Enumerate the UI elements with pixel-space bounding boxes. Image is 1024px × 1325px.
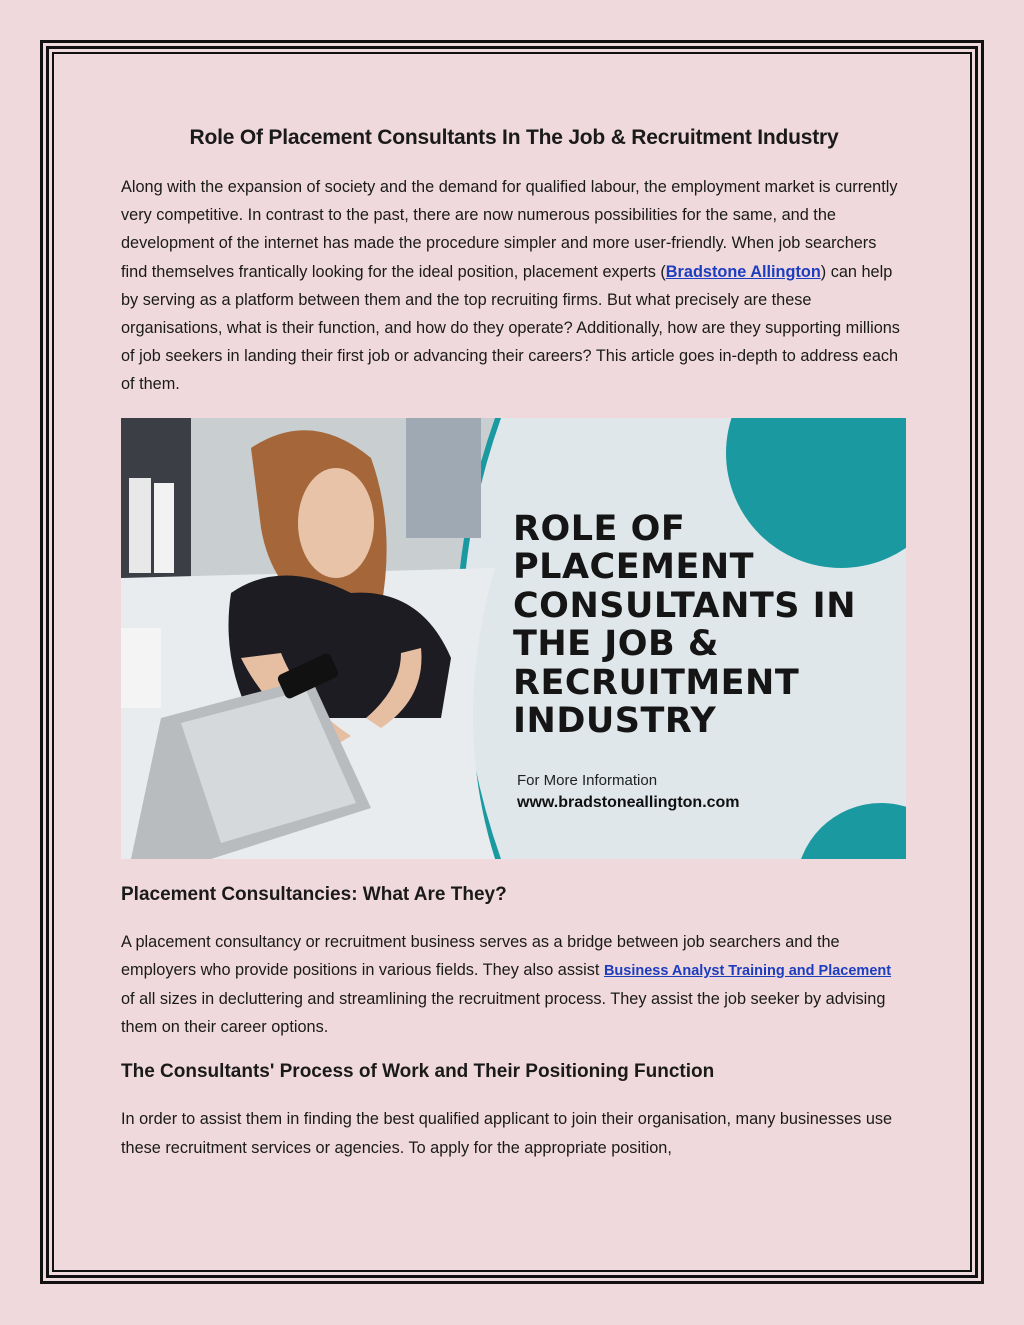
document-title: Role Of Placement Consultants In The Job & Recruitment Industry [189,126,839,149]
section2-paragraph: In order to assist them in finding the best qualified applicant to join their organisation, many businesses use these recruitment services or agencies. To apply for the appropriate position, [121,1110,893,1157]
hero-more-info: For More Information [517,771,658,789]
business-analyst-training-link[interactable]: Business Analyst Training and Placement [603,962,892,979]
hero-website-url: www.bradstoneallington.com [517,793,740,811]
section1-text-before: A placement consultancy or recruitment business serves as a bridge between job searchers and the employers who provide positions in various fields. They also assist [121,932,840,979]
hero-headline: ROLE OF PLACEMENT CONSULTANTS IN THE JOB & RECRUITMENT INDUSTRY [513,508,856,742]
section1-text-after: of all sizes in decluttering and streamlining the recruitment process. They assist the job seeker by advising them on their career options. [121,990,886,1037]
intro-text-after: ) can help by serving as a platform between them and the top recruiting firms. But what precisely are these organisations, what is their function, and how do they operate? Additionally, how are they supporting millions of job seekers in landing their first job or advancing their careers? This article goes in-depth to address each of them. [121,262,900,394]
intro-paragraph [121,173,907,399]
section-heading-consultants-process: The Consultants' Process of Work and Their Positioning Function [121,1061,715,1083]
bradstone-allington-link[interactable]: Bradstone Allington [665,262,821,281]
section-heading-placement-consultancies: Placement Consultancies: What Are They? [121,883,507,905]
document-content [121,120,907,1162]
intro-text-before: Along with the expansion of society and the demand for qualified labour, the employment market is currently very competitive. In contrast to the past, there are now numerous possibilities for the same, and the development of the internet has made the procedure simpler and more user-friendly. When job searchers find themselves frantically looking for the ideal position, placement experts ( [121,178,898,281]
section1-paragraph [121,928,907,1042]
hero-image [121,418,906,859]
